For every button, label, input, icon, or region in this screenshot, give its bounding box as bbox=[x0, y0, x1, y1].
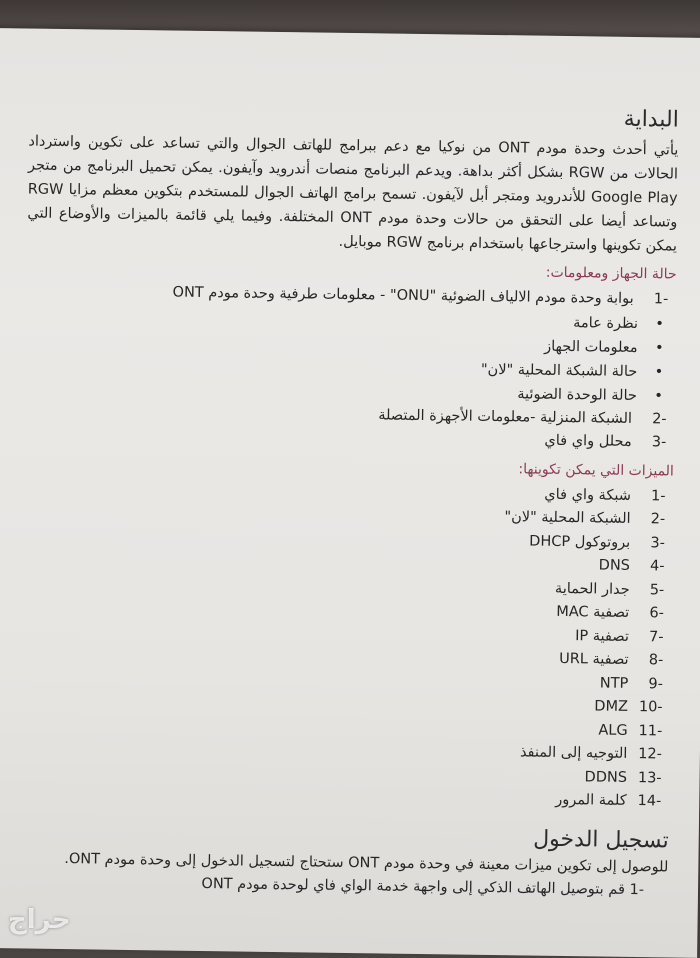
feature-item: -6 تصفية MAC bbox=[556, 603, 665, 622]
status-item: -2 الشبكة المنزلية -معلومات الأجهزة المتصلة bbox=[378, 406, 667, 427]
feature-item: -2 الشبكة المحلية "لان" bbox=[504, 509, 666, 528]
feature-item: -5 جدار الحماية bbox=[554, 580, 665, 598]
status-item: -3 محلل واي فاي bbox=[544, 432, 667, 451]
status-bullet: • حالة الشبكة المحلية "لان" bbox=[25, 351, 675, 384]
feature-item: -11 ALG bbox=[598, 722, 663, 739]
feature-item: -7 تصفية IP bbox=[575, 627, 664, 645]
feature-item: -13 DDNS bbox=[584, 768, 662, 786]
features-heading: الميزات التي يمكن تكوينها: bbox=[518, 460, 674, 480]
feature-item: -9 NTP bbox=[599, 675, 664, 692]
feature-item: -12 التوجيه إلى المنفذ bbox=[519, 744, 663, 763]
status-bullet: • حالة الوحدة الضوئية bbox=[25, 375, 675, 408]
login-step: -1 قم بتوصيل الهاتف الذكي إلى واجهة خدمة الواي فاي لوحدة مودم ONT bbox=[201, 875, 645, 898]
status-bullet: • معلومات الجهاز bbox=[25, 327, 675, 360]
intro-paragraph: يأتي أحدث وحدة مودم ONT من نوكيا مع دعم ببرامج للهاتف الجوال والتي تساعد على تكوين واسترداد الحالات من RGW بشكل أكثر بداهة. ويدعم البرنامج منصات أندرويد وآيفون. يمكن تحميل البرنامج من متجر Google Play للأندرويد ومتجر أبل لآيفون. تسمح برامج الهاتف الجوال للمستخدم بتكوين معظم مزايا RGW وتساعد أيضا على التحقق من حالات وحدة مودم ONT المختلفة. وفيما يلي قائمة بالميزات والأوضاع التي يمكن تكوينها واسترجاعها باستخدام برنامج RGW موبايل. bbox=[27, 133, 679, 255]
status-item: -1 بوابة وحدة مودم الالياف الضوئية "ONU" - معلومات طرفية وحدة مودم ONT bbox=[172, 284, 669, 308]
feature-item: -4 DNS bbox=[598, 557, 665, 575]
feature-item: -14 كلمة المرور bbox=[555, 791, 662, 810]
heading-start: البداية bbox=[623, 106, 679, 133]
login-paragraph: للوصول إلى تكوين ميزات معينة في وحدة مودم ONT ستحتاج لتسجيل الدخول إلى وحدة مودم ONT. bbox=[64, 850, 669, 875]
status-bullet: • نظرة عامة bbox=[26, 303, 676, 336]
watermark-logo: حراج bbox=[8, 905, 71, 935]
feature-item: -8 تصفية URL bbox=[559, 650, 664, 669]
feature-item: -1 شبكة واي فاي bbox=[544, 486, 666, 504]
feature-item: -10 DMZ bbox=[594, 698, 663, 716]
document-content bbox=[18, 98, 679, 902]
paper-page bbox=[0, 28, 700, 958]
heading-login: تسجيل الدخول bbox=[532, 826, 669, 853]
status-heading: حالة الجهاز ومعلومات: bbox=[545, 264, 677, 283]
feature-item: -3 بروتوكول DHCP bbox=[529, 533, 665, 551]
